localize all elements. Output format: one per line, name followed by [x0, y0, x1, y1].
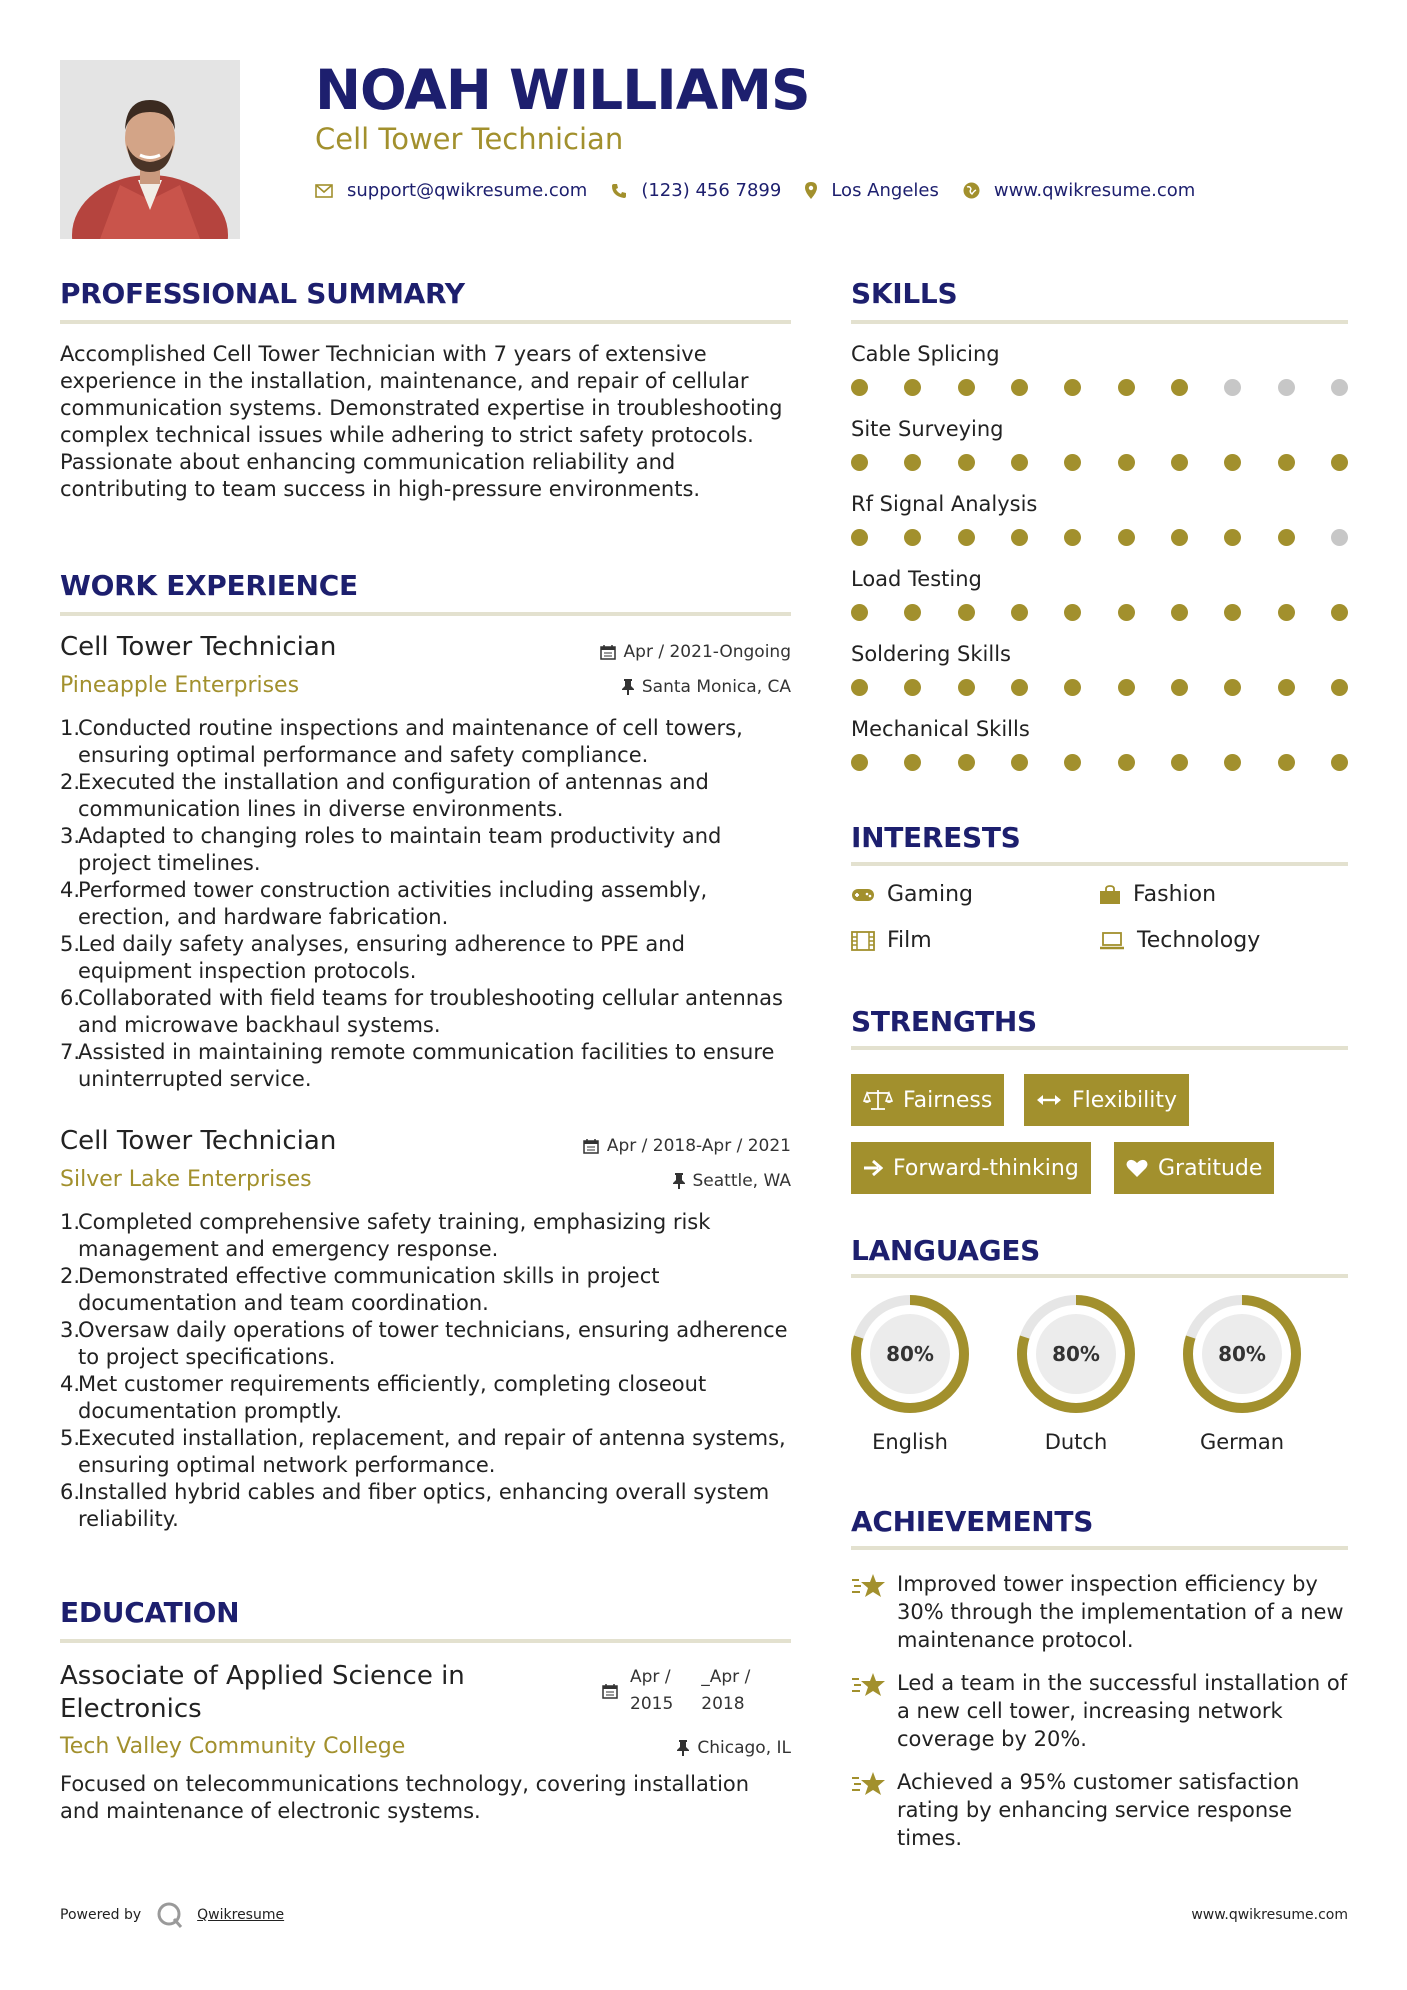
rating-dot-filled	[1118, 679, 1135, 696]
rating-dot-filled	[1171, 679, 1188, 696]
rating-dot-filled	[1171, 529, 1188, 546]
list-item: Adapted to changing roles to maintain team productivity and project timelines.	[78, 824, 722, 875]
rating-dot-filled	[904, 454, 921, 471]
heart-icon	[1126, 1158, 1148, 1178]
rating-dot-filled	[1224, 604, 1241, 621]
list-item: Oversaw daily operations of tower technicians, ensuring adherence to project specifications.	[78, 1318, 788, 1369]
rating-dot-filled	[1278, 754, 1295, 771]
rating-dot-empty	[1278, 379, 1295, 396]
languages-list	[848, 1292, 1304, 1454]
rating-dot-filled	[851, 379, 868, 396]
skill-row	[851, 492, 1348, 567]
skill-row	[851, 417, 1348, 492]
rating-dot-filled	[1171, 454, 1188, 471]
skill-row	[851, 717, 1348, 792]
degree-line-1: Associate of Applied Science in	[60, 1661, 465, 1691]
education-rule	[60, 1639, 791, 1643]
phone-icon	[611, 183, 627, 199]
strength-label: Gratitude	[1158, 1155, 1263, 1181]
language-percent: 80%	[1052, 1342, 1100, 1366]
achievement-item	[851, 1669, 1351, 1753]
footer-powered	[60, 1900, 284, 1930]
achievement-item	[851, 1570, 1351, 1654]
rating-dot-filled	[851, 679, 868, 696]
skill-name: Load Testing	[851, 567, 982, 591]
rating-dot-filled	[958, 379, 975, 396]
language-name: English	[872, 1430, 948, 1454]
degree-line-2: Electronics	[60, 1694, 202, 1724]
footer-website[interactable]: www.qwikresume.com	[1191, 1907, 1348, 1923]
interest-label: Film	[887, 928, 932, 953]
rating-dot-empty	[1224, 379, 1241, 396]
rating-dot-filled	[958, 604, 975, 621]
rating-dot-filled	[958, 529, 975, 546]
job-bullets	[60, 715, 791, 1093]
interest-item	[1099, 928, 1260, 953]
job-company: Silver Lake Enterprises	[60, 1167, 312, 1192]
education-location	[677, 1738, 791, 1758]
rating-dot-filled	[1118, 454, 1135, 471]
list-item: Collaborated with field teams for troubleshooting cellular antennas and microwave backhaul systems.	[78, 986, 783, 1037]
job-location	[673, 1171, 792, 1191]
job-title: Cell Tower Technician	[60, 1126, 337, 1156]
laptop-icon	[1099, 932, 1125, 950]
education-start	[630, 1664, 673, 1718]
interests-heading: INTERESTS	[851, 821, 1021, 854]
pushpin-icon	[622, 679, 634, 695]
powered-by-text: Powered by	[60, 1907, 142, 1923]
language-donut	[1180, 1292, 1304, 1416]
language-name: German	[1199, 1430, 1285, 1454]
rating-dot-filled	[1331, 454, 1348, 471]
globe-icon	[963, 182, 980, 199]
rating-dot-filled	[904, 379, 921, 396]
skills-list	[851, 342, 1348, 792]
rating-dot-filled	[1224, 454, 1241, 471]
interest-item	[851, 882, 973, 907]
rating-dot-filled	[851, 604, 868, 621]
candidate-role: Cell Tower Technician	[315, 122, 624, 156]
email-link[interactable]: support@qwikresume.com	[347, 180, 588, 201]
summary-text: Accomplished Cell Tower Technician with 7 years of extensive experience in the installation, maintenance, and repair of cellular communication systems. Demonstrated expertise in troubleshooting complex technical issues while adhering to strict safety protocols. Passionate about enhancing communication reliability and contributing to team success in high-pressure environments.	[60, 342, 783, 501]
interest-item	[851, 928, 932, 953]
rating-dot-filled	[1224, 529, 1241, 546]
degree-title	[60, 1660, 465, 1726]
rating-dot-filled	[1064, 679, 1081, 696]
skill-name: Rf Signal Analysis	[851, 492, 1038, 516]
website-link[interactable]: www.qwikresume.com	[993, 180, 1196, 201]
profile-photo	[60, 60, 240, 239]
school-name: Tech Valley Community College	[60, 1734, 406, 1759]
candidate-name: NOAH WILLIAMS	[315, 58, 810, 122]
languages-heading: LANGUAGES	[851, 1234, 1041, 1267]
skill-name: Cable Splicing	[851, 342, 1000, 366]
experience-rule	[60, 612, 791, 616]
education-location-text: Chicago, IL	[697, 1738, 791, 1758]
rating-dot-filled	[904, 754, 921, 771]
rating-dot-filled	[851, 754, 868, 771]
achievements-rule	[851, 1546, 1348, 1550]
strength-label: Forward-thinking	[893, 1155, 1079, 1181]
strength-tag	[1024, 1074, 1189, 1126]
rating-dot-filled	[958, 679, 975, 696]
list-item: Led daily safety analyses, ensuring adherence to PPE and equipment inspection protocols.	[78, 932, 685, 983]
rating-dot-filled	[1331, 754, 1348, 771]
phone-number[interactable]: (123) 456 7899	[641, 180, 782, 201]
arrow-right-icon	[863, 1159, 883, 1177]
gamepad-icon	[851, 887, 875, 903]
list-item: Executed installation, replacement, and repair of antenna systems, ensuring optimal network performance.	[78, 1426, 786, 1477]
skill-row	[851, 567, 1348, 642]
rating-dot-filled	[1171, 379, 1188, 396]
strengths-rule	[851, 1046, 1348, 1050]
job-dates	[600, 642, 791, 662]
achievement-text: Improved tower inspection efficiency by 30% through the implementation of a new maintenance protocol.	[897, 1572, 1344, 1652]
list-item: Conducted routine inspections and maintenance of cell towers, ensuring optimal performance and safety compliance.	[78, 716, 743, 767]
rating-dot-filled	[1171, 754, 1188, 771]
calendar-icon	[600, 644, 616, 660]
film-icon	[851, 931, 875, 951]
rating-dot-filled	[1278, 679, 1295, 696]
skill-rating	[851, 454, 1348, 471]
interest-label: Technology	[1137, 928, 1261, 953]
rating-dot-filled	[1331, 604, 1348, 621]
job-dates-text: Apr / 2018-Apr / 2021	[606, 1136, 791, 1156]
map-pin-icon	[805, 182, 817, 199]
interests-rule	[851, 862, 1348, 866]
arrows-horizontal-icon	[1036, 1093, 1062, 1107]
rating-dot-empty	[1331, 529, 1348, 546]
list-item: Performed tower construction activities including assembly, erection, and hardware fabrication.	[78, 878, 708, 929]
rating-dot-filled	[904, 529, 921, 546]
job-dates	[583, 1136, 791, 1156]
location-text: Los Angeles	[831, 180, 939, 201]
rating-dot-empty	[1331, 379, 1348, 396]
star-icon	[851, 1770, 887, 1798]
skill-row	[851, 642, 1348, 717]
list-item: Installed hybrid cables and fiber optics, enhancing overall system reliability.	[78, 1480, 770, 1531]
languages-rule	[851, 1274, 1348, 1278]
achievement-item	[851, 1768, 1351, 1852]
balance-scale-icon	[863, 1089, 893, 1111]
rating-dot-filled	[904, 679, 921, 696]
rating-dot-filled	[1011, 754, 1028, 771]
education-end-month: _Apr /	[701, 1667, 751, 1687]
rating-dot-filled	[1224, 679, 1241, 696]
education-start-month: Apr /	[630, 1667, 671, 1687]
experience-heading: WORK EXPERIENCE	[60, 569, 358, 602]
education-start-year: 2015	[630, 1694, 674, 1714]
calendar-icon	[602, 1683, 618, 1699]
contact-bar	[315, 180, 1219, 201]
shopping-bag-icon	[1099, 885, 1121, 905]
skill-rating	[851, 529, 1348, 546]
pushpin-icon	[677, 1740, 689, 1756]
rating-dot-filled	[1064, 529, 1081, 546]
list-item: Executed the installation and configuration of antennas and communication lines in diverse environments.	[78, 770, 709, 821]
rating-dot-filled	[1064, 604, 1081, 621]
rating-dot-filled	[1064, 379, 1081, 396]
strength-label: Fairness	[903, 1087, 993, 1113]
job-location-text: Santa Monica, CA	[641, 677, 791, 697]
qwikresume-logo-icon	[155, 1900, 185, 1930]
rating-dot-filled	[958, 454, 975, 471]
strength-tag	[1114, 1142, 1274, 1194]
rating-dot-filled	[1118, 604, 1135, 621]
rating-dot-filled	[1331, 679, 1348, 696]
education-end	[701, 1664, 750, 1718]
skill-rating	[851, 379, 1348, 396]
rating-dot-filled	[1064, 454, 1081, 471]
rating-dot-filled	[1011, 604, 1028, 621]
list-item: Completed comprehensive safety training, emphasizing risk management and emergency response.	[78, 1210, 711, 1261]
rating-dot-filled	[1011, 454, 1028, 471]
rating-dot-filled	[851, 529, 868, 546]
rating-dot-filled	[1278, 529, 1295, 546]
rating-dot-filled	[1011, 679, 1028, 696]
language-item	[1014, 1292, 1138, 1454]
language-item	[848, 1292, 972, 1454]
rating-dot-filled	[1118, 529, 1135, 546]
job-bullets	[60, 1209, 791, 1533]
job-location	[622, 677, 791, 697]
skill-name: Soldering Skills	[851, 642, 1011, 666]
skill-name: Mechanical Skills	[851, 717, 1030, 741]
rating-dot-filled	[1171, 604, 1188, 621]
rating-dot-filled	[958, 754, 975, 771]
brand-link[interactable]: Qwikresume	[197, 1907, 285, 1923]
language-donut	[1014, 1292, 1138, 1416]
strength-tag	[851, 1074, 1004, 1126]
strength-label: Flexibility	[1072, 1087, 1177, 1113]
list-item: Demonstrated effective communication skills in project documentation and team coordination.	[78, 1264, 660, 1315]
language-name: Dutch	[1044, 1430, 1108, 1454]
rating-dot-filled	[904, 604, 921, 621]
star-icon	[851, 1572, 887, 1600]
rating-dot-filled	[1118, 754, 1135, 771]
skills-heading: SKILLS	[851, 277, 958, 310]
language-percent: 80%	[886, 1342, 934, 1366]
skill-rating	[851, 679, 1348, 696]
list-item: Met customer requirements efficiently, completing closeout documentation promptly.	[78, 1372, 707, 1423]
education-heading: EDUCATION	[60, 1596, 240, 1629]
strength-tag	[851, 1142, 1091, 1194]
rating-dot-filled	[1224, 754, 1241, 771]
star-icon	[851, 1671, 887, 1699]
skill-rating	[851, 754, 1348, 771]
rating-dot-filled	[1118, 379, 1135, 396]
skill-name: Site Surveying	[851, 417, 1004, 441]
summary-heading: PROFESSIONAL SUMMARY	[60, 277, 465, 310]
calendar-icon	[583, 1138, 599, 1154]
job-company: Pineapple Enterprises	[60, 673, 300, 698]
rating-dot-filled	[1064, 754, 1081, 771]
education-end-year: 2018	[701, 1694, 745, 1714]
skill-row	[851, 342, 1348, 417]
rating-dot-filled	[1011, 529, 1028, 546]
strengths-heading: STRENGTHS	[851, 1005, 1037, 1038]
achievement-text: Led a team in the successful installation of a new cell tower, increasing network coverage by 20%.	[897, 1671, 1348, 1751]
interest-item	[1099, 882, 1216, 907]
job-location-text: Seattle, WA	[692, 1171, 791, 1191]
achievement-text: Achieved a 95% customer satisfaction rating by enhancing service response times.	[897, 1770, 1300, 1850]
envelope-icon	[315, 184, 333, 198]
language-item	[1180, 1292, 1304, 1454]
pushpin-icon	[673, 1173, 685, 1189]
skill-rating	[851, 604, 1348, 621]
language-percent: 80%	[1218, 1342, 1266, 1366]
education-description: Focused on telecommunications technology, covering installation and maintenance of electronic systems.	[60, 1772, 750, 1823]
job-title: Cell Tower Technician	[60, 632, 337, 662]
achievements-heading: ACHIEVEMENTS	[851, 1505, 1094, 1538]
list-item: Assisted in maintaining remote communication facilities to ensure uninterrupted service.	[78, 1040, 775, 1091]
rating-dot-filled	[1011, 379, 1028, 396]
summary-rule	[60, 320, 791, 324]
rating-dot-filled	[1278, 454, 1295, 471]
interest-label: Gaming	[887, 882, 973, 907]
language-donut	[848, 1292, 972, 1416]
rating-dot-filled	[851, 454, 868, 471]
rating-dot-filled	[1278, 604, 1295, 621]
job-dates-text: Apr / 2021-Ongoing	[623, 642, 791, 662]
education-dates	[602, 1664, 750, 1718]
skills-rule	[851, 320, 1348, 324]
interest-label: Fashion	[1133, 882, 1217, 907]
